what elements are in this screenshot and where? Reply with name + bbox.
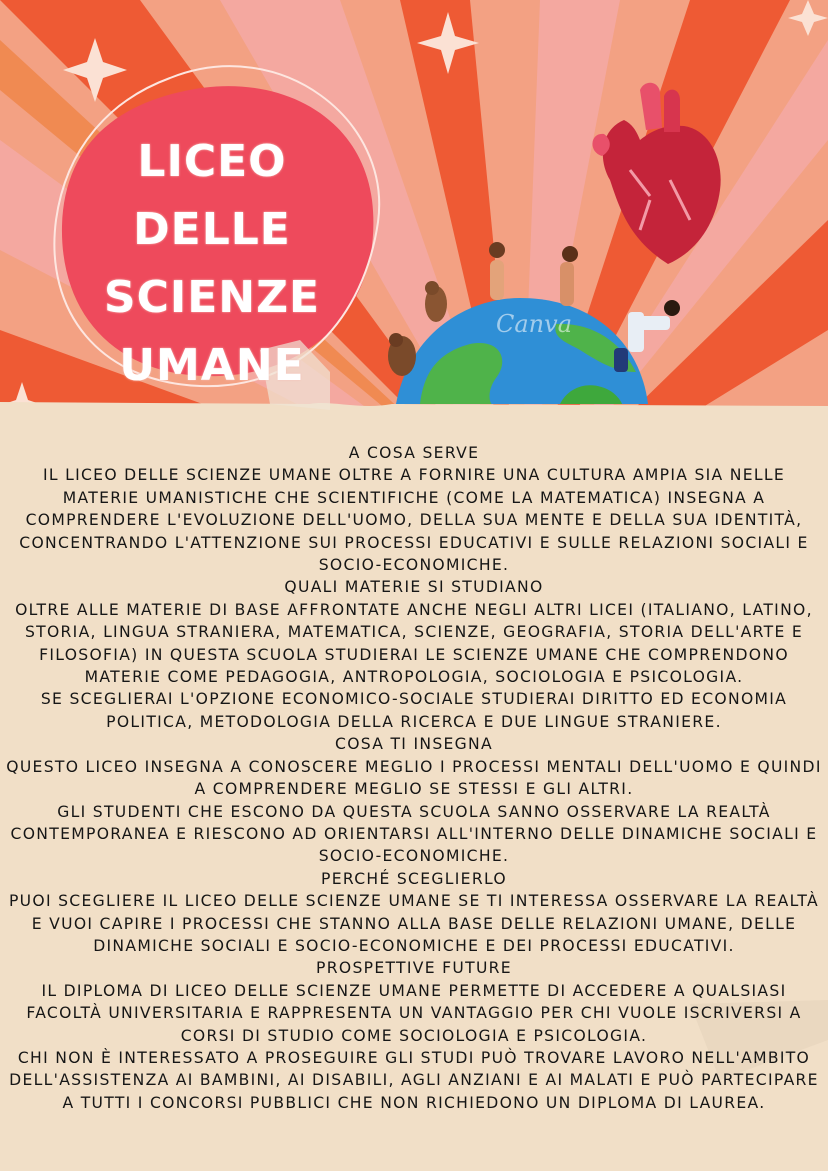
paragraph: IL DIPLOMA DI LICEO DELLE SCIENZE UMANE PERMETTE DI ACCEDERE A QUALSIASI FACOLTÀ UNIVERSITARIA E RAPPRESENTA UN VANTAGGIO PER CHI VUOLE ISCRIVERSI A CORSI DI STUDIO COME SOCIOLOGIA E PSICOLOGIA.	[26, 981, 802, 1045]
section-heading: COSA TI INSEGNA	[335, 735, 493, 754]
title-line: UMANE	[119, 340, 305, 391]
paragraph: OLTRE ALLE MATERIE DI BASE AFFRONTATE ANCHE NEGLI ALTRI LICEI (ITALIANO, LATINO, STORIA, LINGUA STRANIERA, MATEMATICA, SCIENZE, GEOGRAFIA, STORIA DELL'ARTE E FILOSOFIA) IN QUESTA SCUOLA STUDIERAI LE SCIENZE UMANE CHE COMPRENDONO MATERIE COME PEDAGOGIA, ANTROPOLOGIA, SOCIOLOGIA E PSICOLOGIA.	[15, 600, 813, 687]
paragraph: PUOI SCEGLIERE IL LICEO DELLE SCIENZE UMANE SE TI INTERESSA OSSERVARE LA REALTÀ E VUOI CAPIRE I PROCESSI CHE STANNO ALLA BASE DELLE RELAZIONI UMANE, DELLE DINAMICHE SOCIALI E SOCIO-ECONOMICHE E DEI PROCESSI EDUCATIVI.	[8, 892, 820, 955]
section-heading: PROSPETTIVE FUTURE	[316, 959, 512, 978]
paragraph: SE SCEGLIERAI L'OPZIONE ECONOMICO-SOCIALE STUDIERAI DIRITTO ED ECONOMIA POLITICA, METODOLOGIA DELLA RICERCA E DUE LINGUE STRANIERE.	[40, 690, 788, 731]
canva-watermark: Canva	[496, 310, 572, 338]
paragraph: IL LICEO DELLE SCIENZE UMANE OLTRE A FORNIRE UNA CULTURA AMPIA SIA NELLE MATERIE UMANISTICHE CHE SCIENTIFICHE (COME LA MATEMATICA) INSEGNA A COMPRENDERE L'EVOLUZIONE DELL'UOMO, DELLA SUA MENTE E DELLA SUA IDENTITÀ, CONCENTRANDO L'ATTENZIONE SUI PROCESSI EDUCATIVI E SULLE RELAZIONI SOCIALI E SOCIO-ECONOMICHE.	[19, 466, 809, 575]
section-heading: A COSA SERVE	[348, 444, 480, 462]
body-text	[6, 442, 822, 1114]
paragraph: QUESTO LICEO INSEGNA A CONOSCERE MEGLIO I PROCESSI MENTALI DELL'UOMO E QUINDI A COMPRENDERE MEGLIO SE STESSI E GLI ALTRI.	[6, 757, 822, 799]
section-heading: PERCHÉ SCEGLIERLO	[321, 869, 507, 888]
page-title	[72, 128, 352, 400]
section-heading: QUALI MATERIE SI STUDIANO	[284, 578, 544, 597]
paragraph: CHI NON È INTERESSATO A PROSEGUIRE GLI STUDI PUÒ TROVARE LAVORO NELL'AMBITO DELL'ASSISTENZA AI BAMBINI, AI DISABILI, AGLI ANZIANI E AI MALATI E PUÒ PARTECIPARE A TUTTI I CONCORSI PUBBLICI CHE NON RICHIEDONO UN DIPLOMA DI LAUREA.	[9, 1048, 819, 1112]
title-line: LICEO DELLE	[133, 136, 291, 255]
title-line: SCIENZE	[103, 272, 321, 323]
paragraph: GLI STUDENTI CHE ESCONO DA QUESTA SCUOLA SANNO OSSERVARE LA REALTÀ CONTEMPORANEA E RIESCONO AD ORIENTARSI ALL'INTERNO DELLE DINAMICHE SOCIALI E SOCIO-ECONOMICHE.	[10, 802, 818, 866]
